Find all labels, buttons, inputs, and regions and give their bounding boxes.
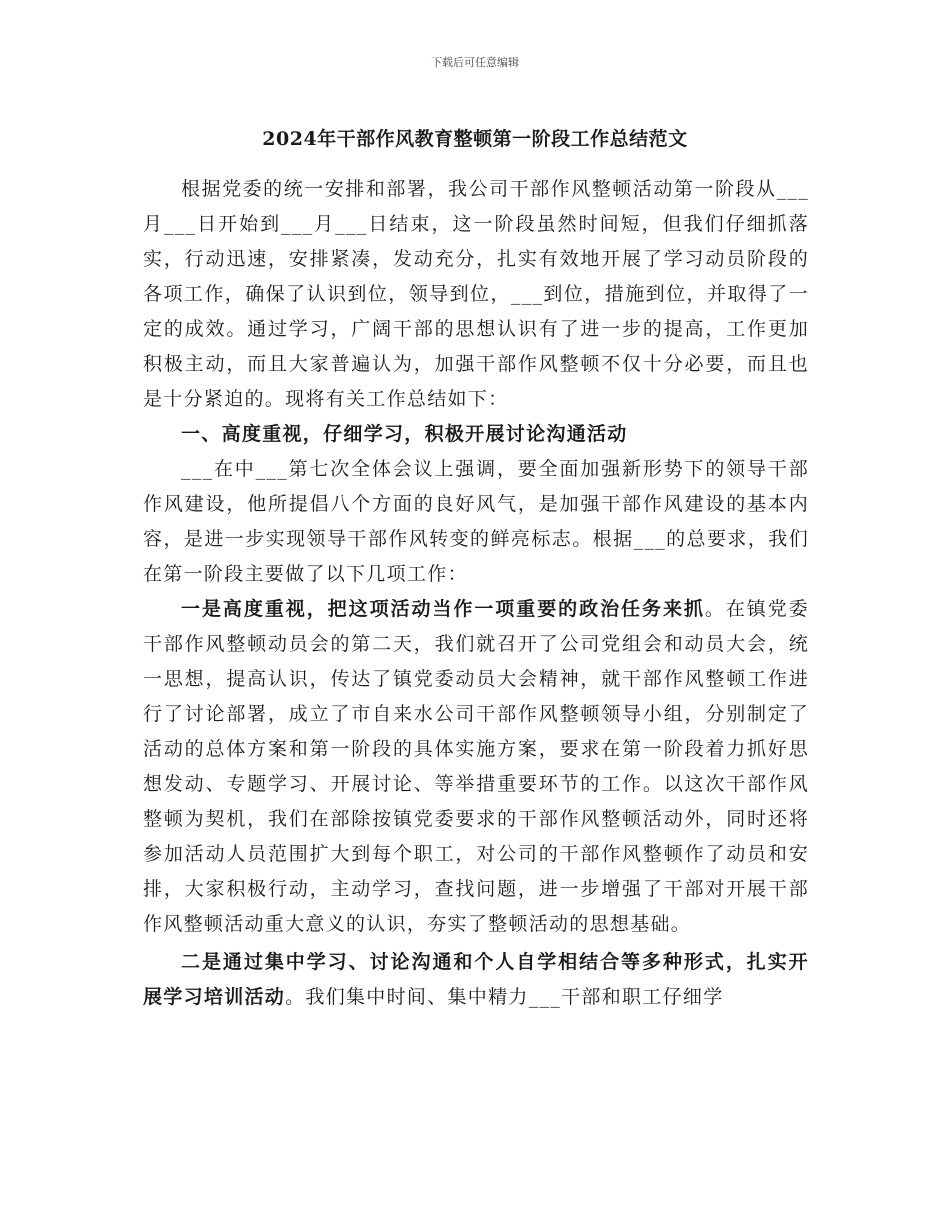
document-title: 2024年干部作风教育整顿第一阶段工作总结范文 (262, 128, 688, 150)
paragraph-point-1 (143, 592, 809, 942)
paragraph-section1-intro: ___在中___第七次全体会议上强调，要全面加强新形势下的领导干部作风建设，他所提倡八个方面的良好风气，是加强干部作风建设的基本内容，是进一步实现领导干部作风转变的鲜亮标志。根据___的总要求，我们在第一阶段主要做了以下几项工作： (143, 458, 809, 585)
paragraph-point-2 (143, 945, 809, 1015)
point-2-lead: 二是通过集中学习、讨论沟通和个人自学相结合等多种形式，扎实开展学习培训活动 (143, 951, 809, 1008)
section-heading-1: 一、高度重视，仔细学习，积极开展讨论沟通活动 (181, 423, 628, 445)
paragraph-intro: 根据党委的统一安排和部署，我公司干部作风整顿活动第一阶段从___月___日开始到___月___日结束，这一阶段虽然时间短，但我们仔细抓落实，行动迅速，安排紧凑，发动充分，扎实有效地开展了学习动员阶段的各项工作，确保了认识到位，领导到位，___到位，措施到位，并取得了一定的成效。通过学习，广阔干部的思想认识有了进一步的提高，工作更加积极主动，而且大家普遍认为，加强干部作风整顿不仅十分必要，而且也是十分紧迫的。现将有关工作总结如下： (143, 178, 809, 410)
header-note: 下载后可任意编辑 (431, 56, 519, 69)
point-2-text: 。我们集中时间、集中精力___干部和职工仔细学 (285, 986, 724, 1008)
point-1-lead: 一是高度重视，把这项活动当作一项重要的政治任务来抓 (181, 598, 705, 620)
point-1-text: 。在镇党委干部作风整顿动员会的第二天，我们就召开了公司党组会和动员大会，统一思想，提高认识，传达了镇党委动员大会精神，就干部作风整顿工作进行了讨论部署，成立了市自来水公司干部作风整顿领导小组，分别制定了活动的总体方案和第一阶段的具体实施方案，要求在第一阶段着力抓好思想发动、专题学习、开展讨论、等举措重要环节的工作。以这次干部作风整顿为契机，我们在部除按镇党委要求的干部作风整顿活动外，同时还将参加活动人员范围扩大到每个职工，对公司的干部作风整顿作了动员和安排，大家积极行动，主动学习，查找问题，进一步增强了干部对开展干部作风整顿活动重大意义的认识，夯实了整顿活动的思想基础。 (143, 598, 809, 935)
document-body (143, 172, 809, 1015)
